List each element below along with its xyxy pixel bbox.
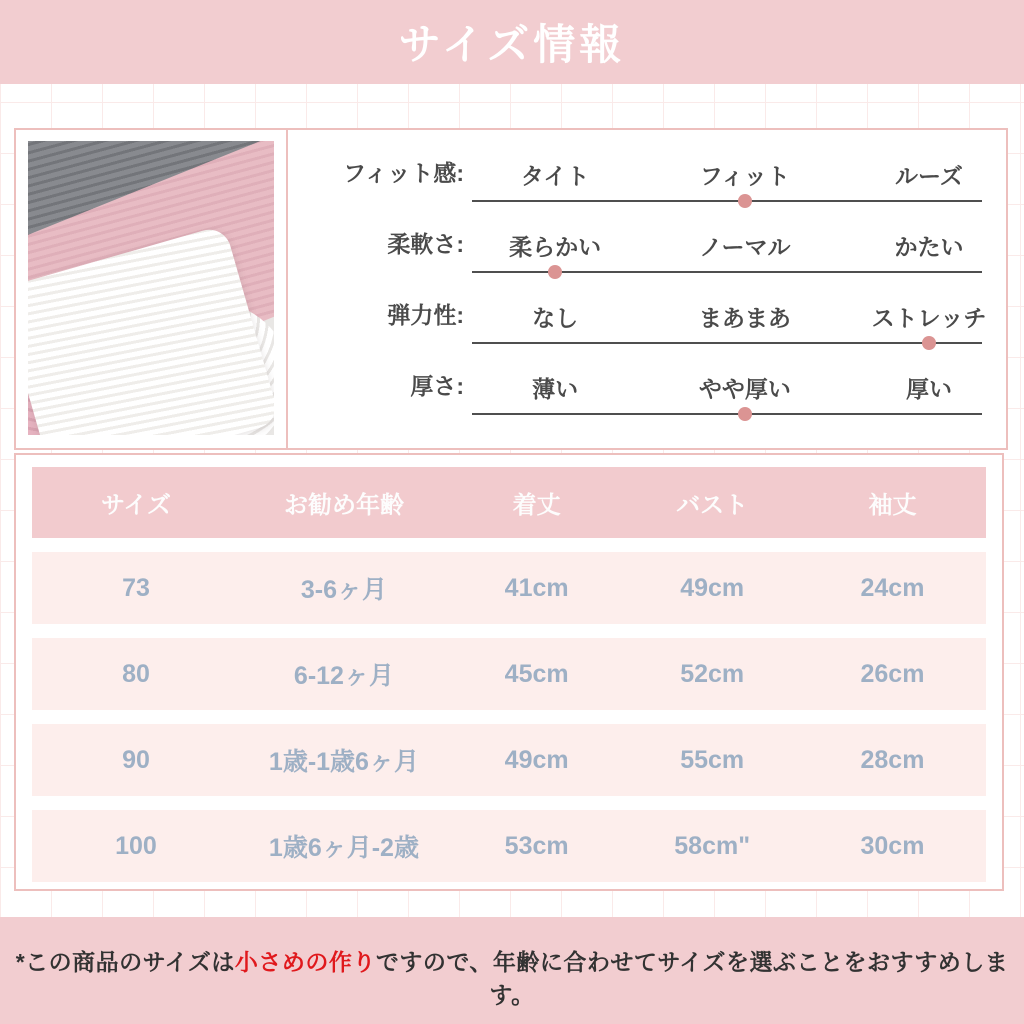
page-title: サイズ情報 — [398, 21, 626, 68]
table-cell: 58cm" — [674, 831, 751, 860]
fit-chart-row-softness — [288, 222, 1006, 293]
size-note — [0, 944, 1024, 1010]
table-cell: 3-6ヶ月 — [300, 576, 388, 604]
size-table-header — [32, 467, 986, 538]
fit-info-panel — [14, 128, 1008, 450]
fit-row-scale — [472, 364, 982, 435]
fit-option-label: タイト — [520, 163, 590, 189]
fit-row-label: 弾力性: — [387, 302, 464, 328]
column-header: お勧め年齢 — [283, 492, 404, 519]
note-text: *この商品のサイズは — [15, 949, 235, 975]
note-highlight: 小さめの作り — [234, 949, 376, 975]
table-cell: 30cm — [860, 831, 925, 860]
fit-chart-row-thickness — [288, 364, 1006, 435]
fit-row-scale — [472, 293, 987, 364]
fit-row-scale — [472, 151, 982, 222]
fit-row-label: 厚さ: — [410, 373, 464, 399]
size-table — [14, 453, 1004, 891]
scale-line — [472, 200, 982, 202]
fit-chart-row-elasticity — [288, 293, 1006, 364]
fit-option-label: やや厚い — [698, 376, 791, 402]
fit-chart-row-fit — [288, 151, 1006, 222]
table-cell: 28cm — [860, 745, 925, 774]
table-row — [32, 724, 986, 796]
note-text: ですので、年齢に合わせてサイズを選ぶことをおすすめします。 — [375, 949, 1009, 1008]
table-row — [32, 638, 986, 710]
table-cell: 53cm — [504, 831, 569, 860]
fit-option-label: ストレッチ — [871, 305, 987, 331]
selection-dot — [738, 407, 752, 421]
column-header: サイズ — [100, 492, 172, 519]
title-banner — [0, 0, 1024, 84]
table-cell: 73 — [122, 573, 150, 602]
scale-line — [472, 413, 982, 415]
table-cell: 1歳6ヶ月-2歳 — [268, 834, 419, 862]
product-photo — [28, 141, 274, 435]
table-cell: 45cm — [504, 659, 569, 688]
selection-dot — [548, 265, 562, 279]
fit-chart — [288, 130, 1006, 448]
fit-option-label: 薄い — [532, 376, 579, 402]
fit-option-label: まあまあ — [698, 305, 791, 331]
table-row — [32, 810, 986, 882]
fit-option-label: なし — [532, 305, 579, 331]
footer-note-band — [0, 917, 1024, 1024]
table-cell: 26cm — [860, 659, 925, 688]
table-cell: 52cm — [680, 659, 745, 688]
table-cell: 80 — [122, 659, 150, 688]
table-cell: 41cm — [504, 573, 569, 602]
scale-line — [472, 342, 982, 344]
fit-option-label: フィット — [699, 163, 790, 189]
table-cell: 24cm — [860, 573, 925, 602]
product-photo-frame — [16, 130, 288, 448]
column-header: バスト — [676, 492, 749, 519]
table-cell: 49cm — [680, 573, 745, 602]
fit-row-scale — [472, 222, 982, 293]
fit-row-label: フィット感: — [343, 160, 464, 186]
fit-row-label: 柔軟さ: — [387, 231, 464, 257]
column-header: 着丈 — [512, 492, 561, 519]
table-cell: 90 — [122, 745, 150, 774]
table-cell: 100 — [115, 831, 157, 860]
table-row — [32, 552, 986, 624]
table-cell: 49cm — [504, 745, 569, 774]
fit-option-label: 厚い — [905, 376, 952, 402]
table-cell: 6-12ヶ月 — [293, 662, 394, 690]
fit-option-label: ルーズ — [895, 163, 963, 189]
fit-option-label: かたい — [894, 234, 964, 260]
fit-option-label: 柔らかい — [509, 234, 602, 260]
table-cell: 55cm — [680, 745, 745, 774]
column-header: 袖丈 — [868, 492, 917, 519]
table-cell: 1歳-1歳6ヶ月 — [268, 748, 419, 776]
selection-dot — [738, 194, 752, 208]
fit-option-label: ノーマル — [699, 234, 791, 260]
selection-dot — [922, 336, 936, 350]
